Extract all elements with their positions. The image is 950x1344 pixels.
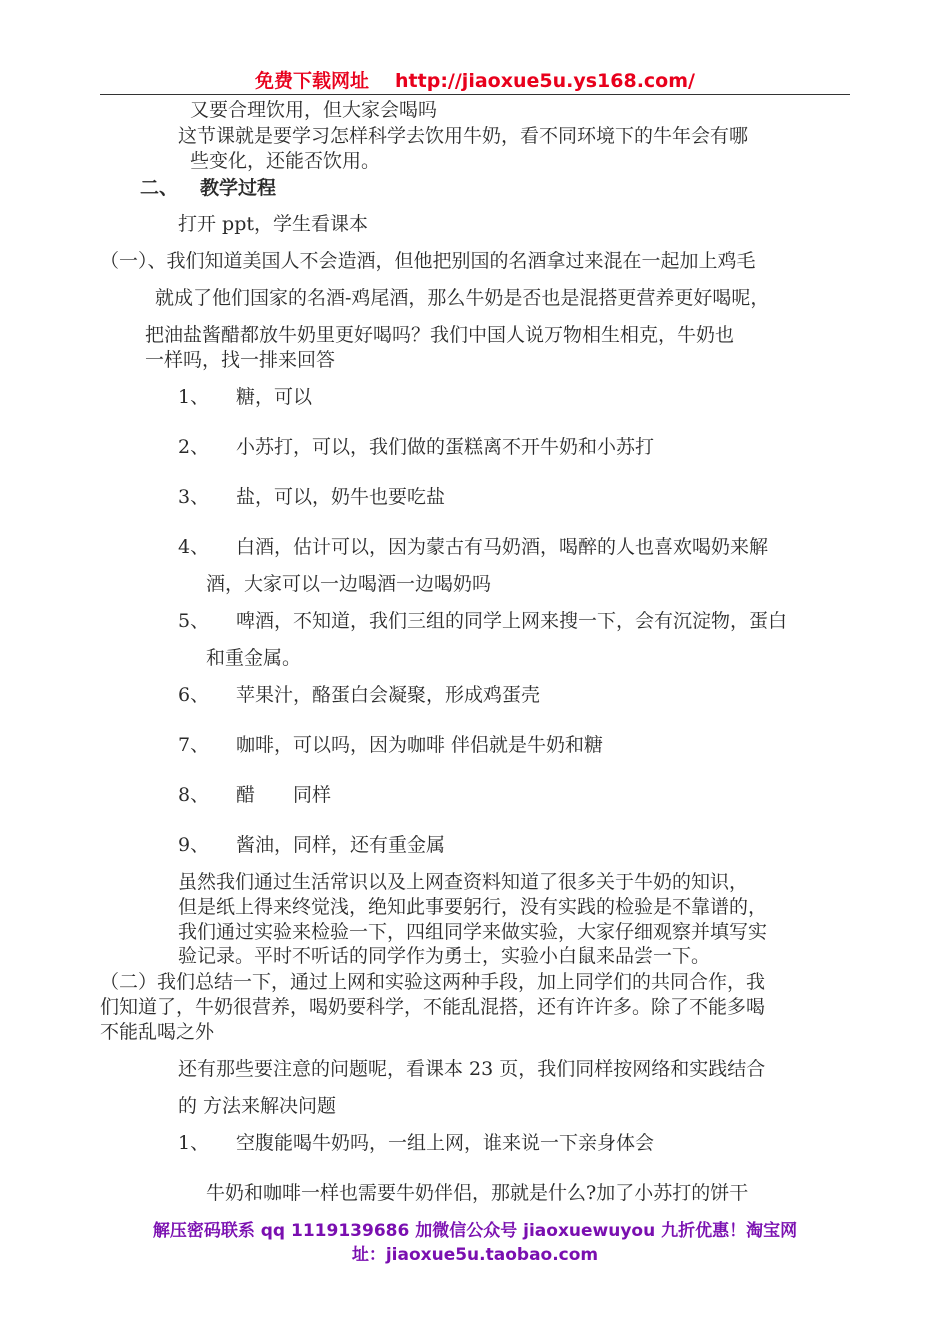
text-line: 就成了他们国家的名酒-鸡尾酒，那么牛奶是否也是混搭更营养更好喝呢， (155, 287, 770, 309)
text-line: 验记录。平时不听话的同学作为勇士，实验小白鼠来品尝一下。 (178, 945, 711, 967)
text-line: 虽然我们通过生活常识以及上网查资料知道了很多关于牛奶的知识， (178, 871, 749, 893)
text-line: 我们通过实验来检验一下，四组同学来做实验，大家仔细观察并填写实 (178, 921, 768, 943)
text-line: 们知道了，牛奶很营养，喝奶要科学，不能乱混搭，还有许许多。除了不能多喝 (100, 996, 766, 1018)
section-number: 二、 (140, 177, 179, 199)
text-line: 的 方法来解决问题 (178, 1095, 337, 1117)
list-item: 8、 醋 同样 (178, 784, 332, 806)
list-item: 1、 糖，可以 (178, 386, 313, 408)
header-label: 免费下载网址 (255, 70, 370, 92)
text-line: 这节课就是要学习怎样科学去饮用牛奶，看不同环境下的牛年会有哪 (178, 125, 749, 147)
section-title: 教学过程 (200, 177, 277, 199)
list-item: 9、 酱油，同样，还有重金属 (178, 834, 446, 856)
list-item: 5、 啤酒，不知道，我们三组的同学上网来搜一下，会有沉淀物，蛋白 (178, 610, 788, 632)
text-line: 把油盐酱醋都放牛奶里更好喝吗？我们中国人说万物相生相克，牛奶也 (145, 324, 735, 346)
text-line: 又要合理饮用，但大家会喝吗 (190, 99, 438, 121)
list-item: 1、 空腹能喝牛奶吗，一组上网，谁来说一下亲身体会 (178, 1132, 655, 1154)
page-footer (100, 1219, 850, 1267)
list-item: 6、 苹果汁，酪蛋白会凝聚，形成鸡蛋壳 (178, 684, 541, 706)
list-item-continuation: 酒，大家可以一边喝酒一边喝奶吗 (206, 573, 492, 595)
page-header (100, 66, 850, 95)
text-line: 牛奶和咖啡一样也需要牛奶伴侣，那就是什么?加了小苏打的饼干 (206, 1182, 749, 1204)
text-line: 打开 ppt，学生看课本 (178, 213, 369, 235)
text-line: 还有那些要注意的问题呢，看课本 23 页，我们同样按网络和实践结合 (178, 1058, 766, 1080)
list-item: 2、 小苏打，可以，我们做的蛋糕离不开牛奶和小苏打 (178, 436, 655, 458)
list-item-continuation: 和重金属。 (206, 647, 302, 669)
text-line: 一样吗，找一排来回答 (145, 349, 336, 371)
list-item: 7、 咖啡，可以吗，因为咖啡 伴侣就是牛奶和糖 (178, 734, 604, 756)
text-line: 但是纸上得来终觉浅，绝知此事要躬行，没有实践的检验是不靠谱的， (178, 896, 768, 918)
list-item: 3、 盐，可以，奶牛也要吃盐 (178, 486, 446, 508)
list-item: 4、 白酒，估计可以，因为蒙古有马奶酒，喝醉的人也喜欢喝奶来解 (178, 536, 769, 558)
text-line: 不能乱喝之外 (100, 1021, 215, 1043)
text-line: （二）我们总结一下，通过上网和实验这两种手段，加上同学们的共同合作，我 (100, 971, 766, 993)
footer-link[interactable]: 址：jiaoxue5u.taobao.com (351, 1245, 599, 1265)
header-url-link[interactable]: http://jiaoxue5u.ys168.com/ (395, 70, 695, 92)
footer-line: 解压密码联系 qq 1119139686 加微信公众号 jiaoxuewuyou 九折优惠！淘宝网 (152, 1221, 798, 1241)
text-line: （一）、我们知道美国人不会造酒，但他把别国的名酒拿过来混在一起加上鸡毛 (100, 250, 756, 272)
text-line: 些变化，还能否饮用。 (190, 150, 381, 172)
